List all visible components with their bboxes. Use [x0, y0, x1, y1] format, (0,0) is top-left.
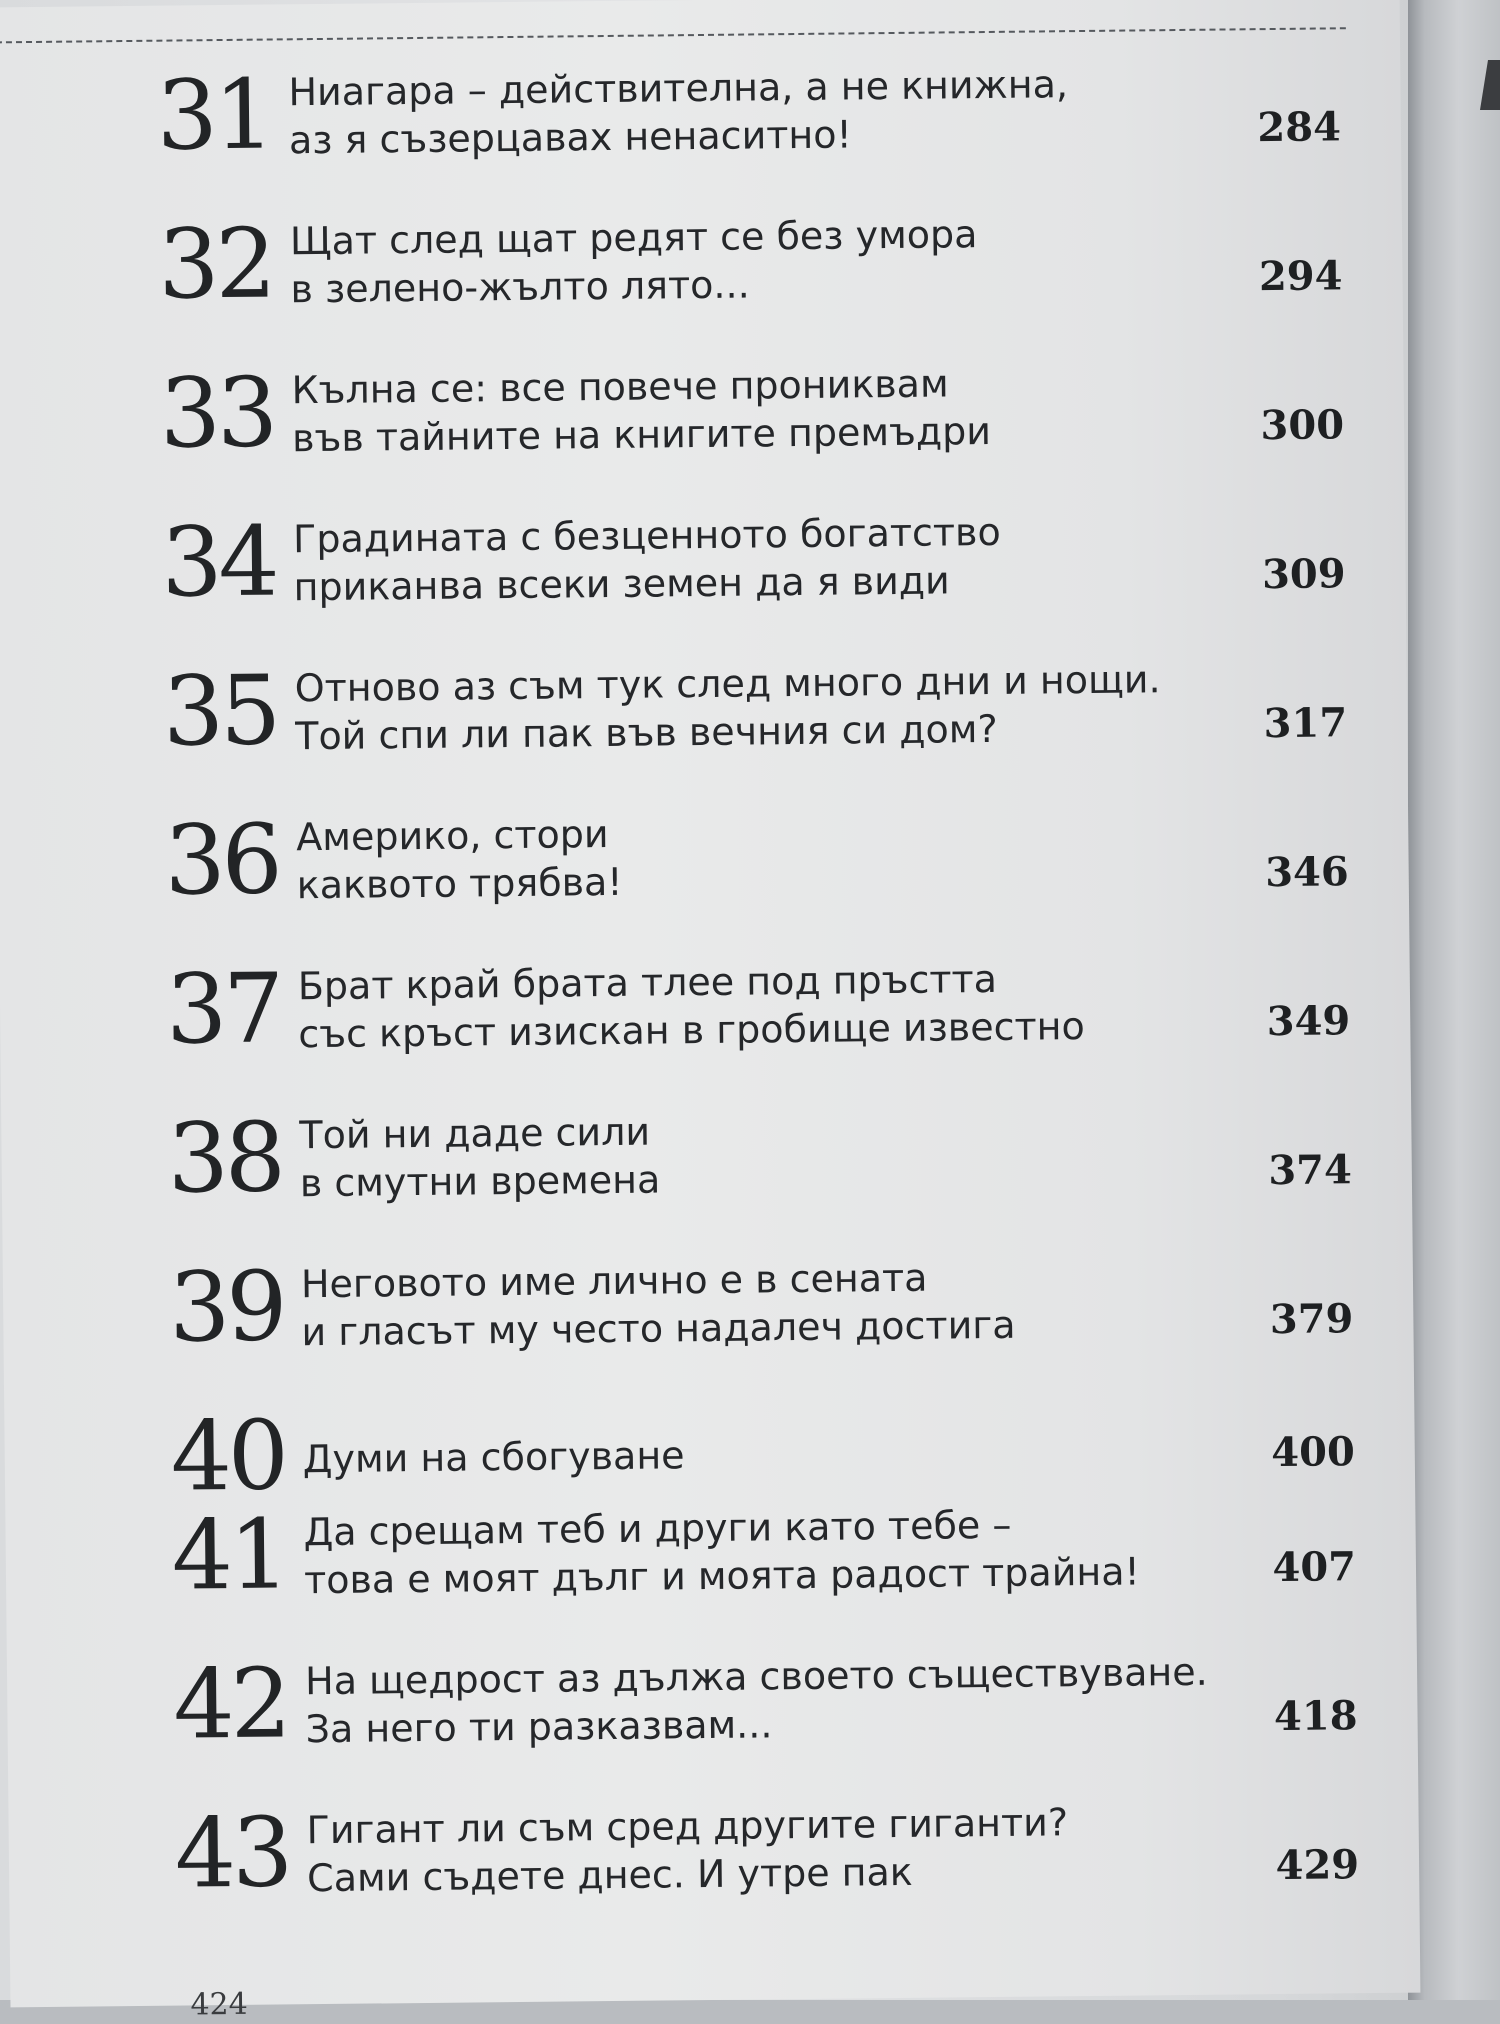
chapter-number: 35: [162, 654, 278, 768]
chapter-number: 43: [174, 1796, 290, 1910]
chapter-title-line: Брат край брата тлее под пръстта: [297, 956, 998, 1009]
chapter-title: [291, 356, 1292, 462]
toc-entry: [146, 651, 1347, 813]
toc-entry: [155, 1495, 1356, 1657]
chapter-number: 33: [159, 356, 275, 470]
chapter-title-line: Ниагара – действителна, а не книжна,: [288, 62, 1069, 115]
chapter-number: 37: [165, 952, 281, 1066]
chapter-page-number: 346: [1264, 848, 1349, 897]
toc-entry: [153, 1247, 1354, 1409]
chapter-title-line: каквото трябва!: [296, 859, 623, 908]
toc-entry: [140, 55, 1341, 217]
toc-entry: [150, 949, 1351, 1111]
chapter-page-number: 300: [1260, 401, 1345, 450]
chapter-title-line: Кълна се: все повече прониквам: [291, 361, 949, 413]
chapter-title-line: На щедрост аз дължа своето съществуване.: [304, 1649, 1208, 1704]
dashed-divider: [0, 27, 1346, 43]
chapter-title-line: За него ти разказвам...: [305, 1702, 773, 1752]
toc-entry: [143, 353, 1344, 515]
chapter-number: 41: [171, 1498, 287, 1612]
chapter-title-line: Америко, стори: [296, 812, 609, 860]
chapter-title-line: в смутни времена: [299, 1157, 661, 1206]
chapter-title: [293, 505, 1294, 611]
chapter-title-line: Отново аз съм тук след много дни и нощи.: [294, 657, 1161, 711]
chapter-number: 39: [168, 1250, 284, 1364]
chapter-title: [290, 207, 1291, 313]
chapter-title-line: аз я съзерцавах ненаситно!: [288, 112, 852, 163]
chapter-title-line: Градината с безценното богатство: [292, 509, 1001, 562]
chapter-title: [294, 654, 1295, 760]
toc-entry: [154, 1396, 1356, 1513]
chapter-number: 42: [172, 1647, 289, 1761]
chapter-page-number: 379: [1269, 1295, 1354, 1344]
chapter-title: [303, 1498, 1304, 1604]
chapter-page-number: 400: [1271, 1428, 1356, 1477]
toc-entry: [157, 1644, 1358, 1806]
chapter-title-line: Думи на сбогуване: [302, 1433, 685, 1482]
table-of-contents: [140, 55, 1360, 1954]
chapter-title-line: и гласът му често надалеч достига: [301, 1302, 1016, 1355]
chapter-page-number: 284: [1257, 103, 1342, 152]
toc-entry: [158, 1793, 1359, 1955]
toc-entry: [142, 204, 1343, 366]
chapter-number: 36: [163, 803, 280, 917]
chapter-page-number: 429: [1275, 1841, 1360, 1890]
chapter-title-line: в зелено-жълто лято...: [290, 262, 750, 312]
footer-page-number: 424: [190, 1986, 248, 2023]
chapter-number: 31: [156, 58, 272, 172]
chapter-title: [303, 1425, 1303, 1483]
chapter-title-line: Той спи ли пак във вечния си дом?: [294, 706, 998, 759]
chapter-page-number: 349: [1266, 997, 1351, 1046]
chapter-title-line: във тайните на книгите премъдри: [291, 408, 992, 461]
chapter-title-line: със кръст изискан в гробище известно: [298, 1004, 1085, 1057]
chapter-title-line: Неговото име лично е в сената: [300, 1255, 928, 1307]
chapter-title: [301, 1250, 1302, 1356]
chapter-title: [296, 803, 1297, 909]
toc-entry: [151, 1098, 1352, 1260]
chapter-title: [306, 1796, 1307, 1902]
chapter-title: [299, 1101, 1300, 1207]
chapter-title: [305, 1647, 1306, 1753]
chapter-page-number: 317: [1263, 699, 1348, 748]
chapter-title-line: Сами съдете днес. И утре пак: [306, 1849, 913, 1901]
chapter-page-number: 418: [1273, 1692, 1358, 1741]
chapter-number: 38: [167, 1101, 283, 1215]
chapter-page-number: 294: [1258, 252, 1343, 301]
chapter-title-line: Той ни даде сили: [299, 1109, 651, 1158]
chapter-number: 40: [170, 1399, 286, 1513]
chapter-page-number: 374: [1268, 1146, 1353, 1195]
chapter-page-number: 407: [1272, 1543, 1357, 1592]
chapter-title-line: Да срещам теб и други като тебе –: [303, 1502, 1012, 1555]
chapter-title-line: приканва всеки земен да я види: [293, 558, 950, 610]
chapter-title: [288, 58, 1289, 164]
chapter-number: 34: [160, 505, 277, 619]
chapter-title: [298, 952, 1299, 1058]
chapter-page-number: 309: [1261, 550, 1346, 599]
chapter-title-line: това е моят дълг и моята радост трайна!: [303, 1549, 1140, 1603]
chapter-title-line: Щат след щат редят се без умора: [289, 212, 978, 264]
next-page-edge: [1408, 0, 1500, 2000]
toc-entry: [148, 800, 1349, 962]
chapter-number: 32: [157, 207, 274, 321]
toc-entry: [145, 502, 1346, 664]
chapter-title-line: Гигант ли съм сред другите гиганти?: [306, 1800, 1069, 1853]
